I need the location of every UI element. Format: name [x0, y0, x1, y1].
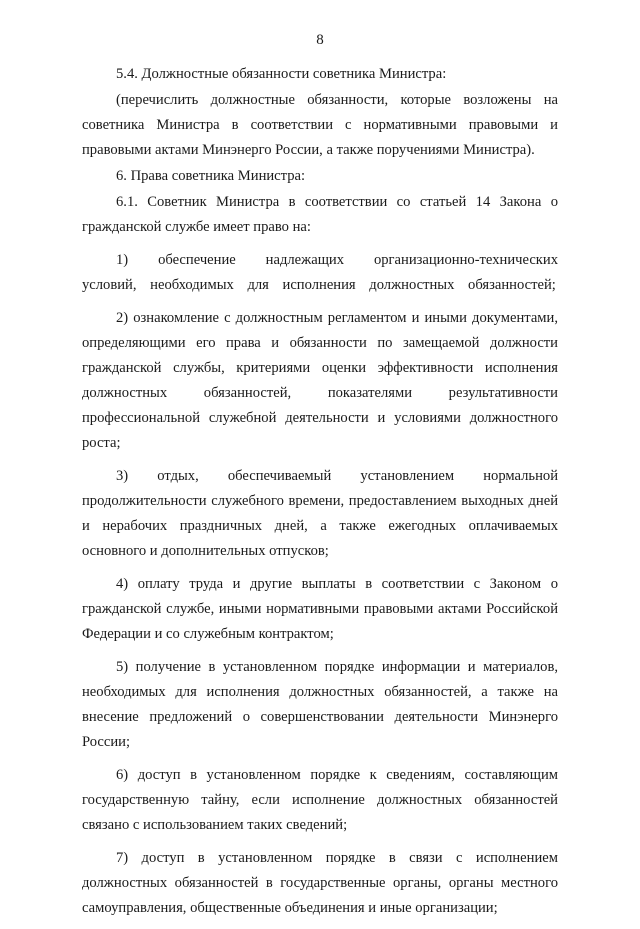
right-item-6: 6) доступ в установленном порядке к сведениям, составляющим государственную тайну, если исполнение должностных обязанностей связано с использованием таких сведений; [82, 767, 558, 833]
right-item-4: 4) оплату труда и другие выплаты в соответствии с Законом о гражданской службе, иными нормативными правовыми актами Российской Федерации и со служебным контрактом; [82, 576, 558, 642]
right-item-5: 5) получение в установленном порядке информации и материалов, необходимых для исполнения должностных обязанностей, а также на внесение предложений о совершенствовании деятельности Минэнерго России; [82, 659, 558, 750]
document-body [82, 62, 558, 929]
page-number: 8 [316, 32, 324, 48]
right-item-7: 7) доступ в установленном порядке в связи с исполнением должностных обязанностей в государственные органы, органы местного самоуправления, общественные объединения и иные организации; [82, 850, 558, 916]
section-6-1-intro: 6.1. Советник Министра в соответствии со статьей 14 Закона о гражданской службе имеет право на: [82, 194, 558, 235]
right-item-3: 3) отдых, обеспечиваемый установлением нормальной продолжительности служебного времени, предоставлением выходных дней и нерабочих праздничных дней, а также ежегодных оплачиваемых основного и дополнительных отпусков; [82, 468, 558, 559]
right-item-2: 2) ознакомление с должностным регламентом и иными документами, определяющими его права и обязанности по замещаемой должности гражданской службы, критериями оценки эффективности исполнения должностных обязанностей, показателями результативности профессиональной служебной деятельности и условиями должностного роста; [82, 310, 558, 451]
section-5-4-heading: 5.4. Должностные обязанности советника Министра: [116, 66, 447, 82]
section-6-heading: 6. Права советника Министра: [116, 168, 306, 184]
right-item-1: 1) обеспечение надлежащих организационно-технических условий, необходимых для исполнения должностных обязанностей; [82, 252, 558, 293]
section-5-4-instruction: (перечислить должностные обязанности, которые возложены на советника Министра в соответствии с нормативными правовыми и правовыми актами Минэнерго России, а также поручениями Министра). [82, 92, 558, 158]
